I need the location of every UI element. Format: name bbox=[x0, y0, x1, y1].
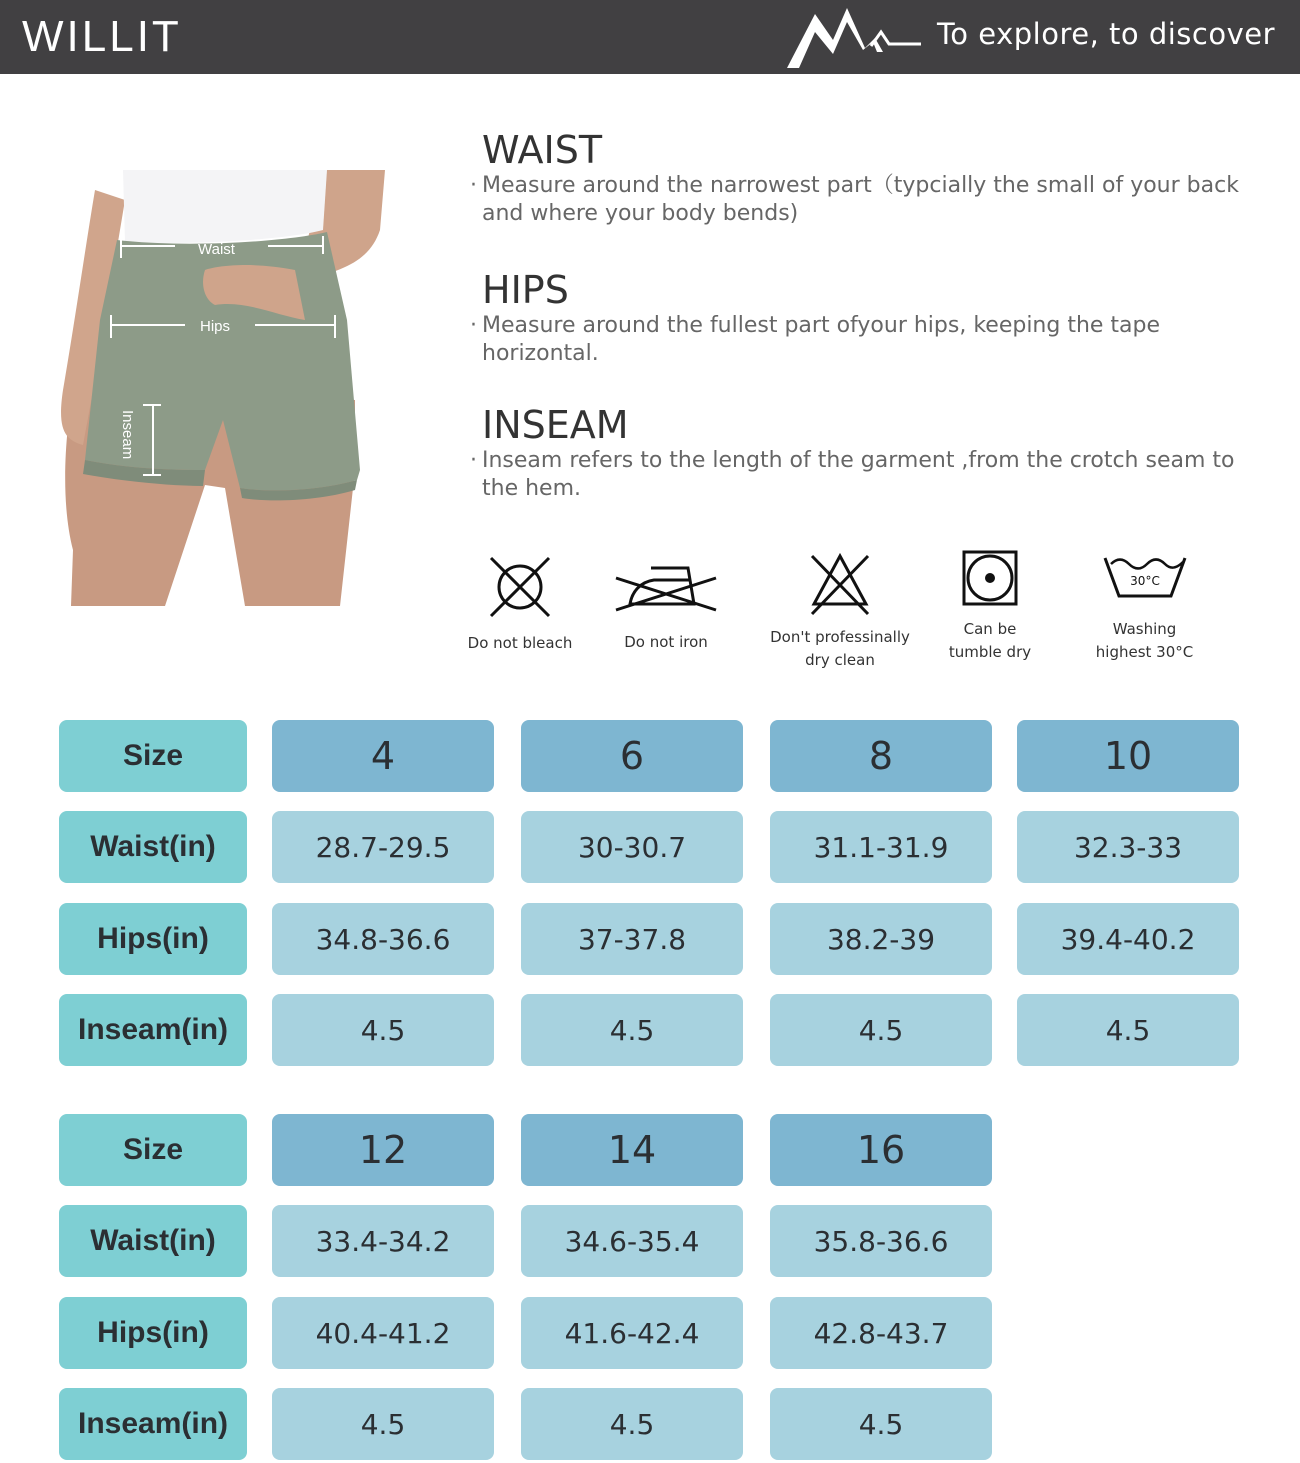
hips-value: 40.4-41.2 bbox=[272, 1297, 494, 1369]
inseam-value: 4.5 bbox=[272, 1388, 494, 1460]
row-header-waist: Waist(in) bbox=[59, 1205, 247, 1277]
waist-value: 33.4-34.2 bbox=[272, 1205, 494, 1277]
size-header: 4 bbox=[272, 720, 494, 792]
no-bleach-icon bbox=[487, 554, 553, 620]
waist-value: 35.8-36.6 bbox=[770, 1205, 992, 1277]
care-no-iron: Do not iron bbox=[606, 564, 726, 654]
size-header: 8 bbox=[770, 720, 992, 792]
waist-value: 31.1-31.9 bbox=[770, 811, 992, 883]
brand-logo: WILLIT bbox=[22, 12, 182, 61]
row-header-hips: Hips(in) bbox=[59, 903, 247, 975]
hips-section bbox=[470, 268, 1270, 368]
care-wash-30: 30°C Washing highest 30°C bbox=[1082, 554, 1207, 664]
row-header-size: Size bbox=[59, 720, 247, 792]
waist-title: WAIST bbox=[482, 128, 603, 172]
hips-value: 38.2-39 bbox=[770, 903, 992, 975]
hips-photo-label: Hips bbox=[200, 318, 231, 335]
inseam-value: 4.5 bbox=[770, 994, 992, 1066]
row-header-size: Size bbox=[59, 1114, 247, 1186]
waist-value: 34.6-35.4 bbox=[521, 1205, 743, 1277]
size-header: 10 bbox=[1017, 720, 1239, 792]
shorts-measurement-photo bbox=[55, 170, 390, 608]
size-header: 6 bbox=[521, 720, 743, 792]
care-no-bleach: Do not bleach bbox=[460, 554, 580, 655]
tumble-dry-icon bbox=[962, 550, 1018, 606]
tagline: To explore, to discover bbox=[937, 17, 1276, 51]
inseam-section bbox=[470, 403, 1270, 503]
row-header-inseam: Inseam(in) bbox=[59, 1388, 247, 1460]
hips-description: · Measure around the fullest part ofyour hips, keeping the tape horizontal. bbox=[470, 313, 1161, 366]
inseam-value: 4.5 bbox=[770, 1388, 992, 1460]
hips-value: 37-37.8 bbox=[521, 903, 743, 975]
wash-30-icon bbox=[1103, 554, 1187, 600]
row-header-hips: Hips(in) bbox=[59, 1297, 247, 1369]
header-bar bbox=[0, 0, 1300, 74]
waist-value: 28.7-29.5 bbox=[272, 811, 494, 883]
hips-title: HIPS bbox=[482, 268, 569, 312]
inseam-value: 4.5 bbox=[1017, 994, 1239, 1066]
care-tumble-dry: Can be tumble dry bbox=[930, 550, 1050, 664]
no-dry-clean-icon bbox=[808, 552, 872, 616]
row-header-inseam: Inseam(in) bbox=[59, 994, 247, 1066]
inseam-value: 4.5 bbox=[521, 1388, 743, 1460]
size-header: 12 bbox=[272, 1114, 494, 1186]
inseam-description: · Inseam refers to the length of the garment ,from the crotch seam to the hem. bbox=[470, 448, 1235, 501]
waist-value: 32.3-33 bbox=[1017, 811, 1239, 883]
inseam-title: INSEAM bbox=[482, 403, 629, 447]
svg-text:30°C: 30°C bbox=[1129, 574, 1160, 588]
no-iron-icon bbox=[614, 564, 718, 612]
row-header-waist: Waist(in) bbox=[59, 811, 247, 883]
hips-value: 41.6-42.4 bbox=[521, 1297, 743, 1369]
inseam-value: 4.5 bbox=[272, 994, 494, 1066]
waist-photo-label: Waist bbox=[198, 241, 235, 258]
inseam-photo-label: Inseam bbox=[119, 410, 136, 460]
inseam-value: 4.5 bbox=[521, 994, 743, 1066]
waist-description: · Measure around the narrowest part（typcially the small of your back and where your body bends) bbox=[470, 173, 1239, 226]
hips-value: 42.8-43.7 bbox=[770, 1297, 992, 1369]
hips-value: 39.4-40.2 bbox=[1017, 903, 1239, 975]
size-header: 14 bbox=[521, 1114, 743, 1186]
waist-section bbox=[470, 128, 1270, 228]
waist-value: 30-30.7 bbox=[521, 811, 743, 883]
mountain-logo-icon bbox=[785, 2, 930, 70]
hips-value: 34.8-36.6 bbox=[272, 903, 494, 975]
size-header: 16 bbox=[770, 1114, 992, 1186]
care-no-dry-clean: Don't professinally dry clean bbox=[765, 552, 915, 672]
